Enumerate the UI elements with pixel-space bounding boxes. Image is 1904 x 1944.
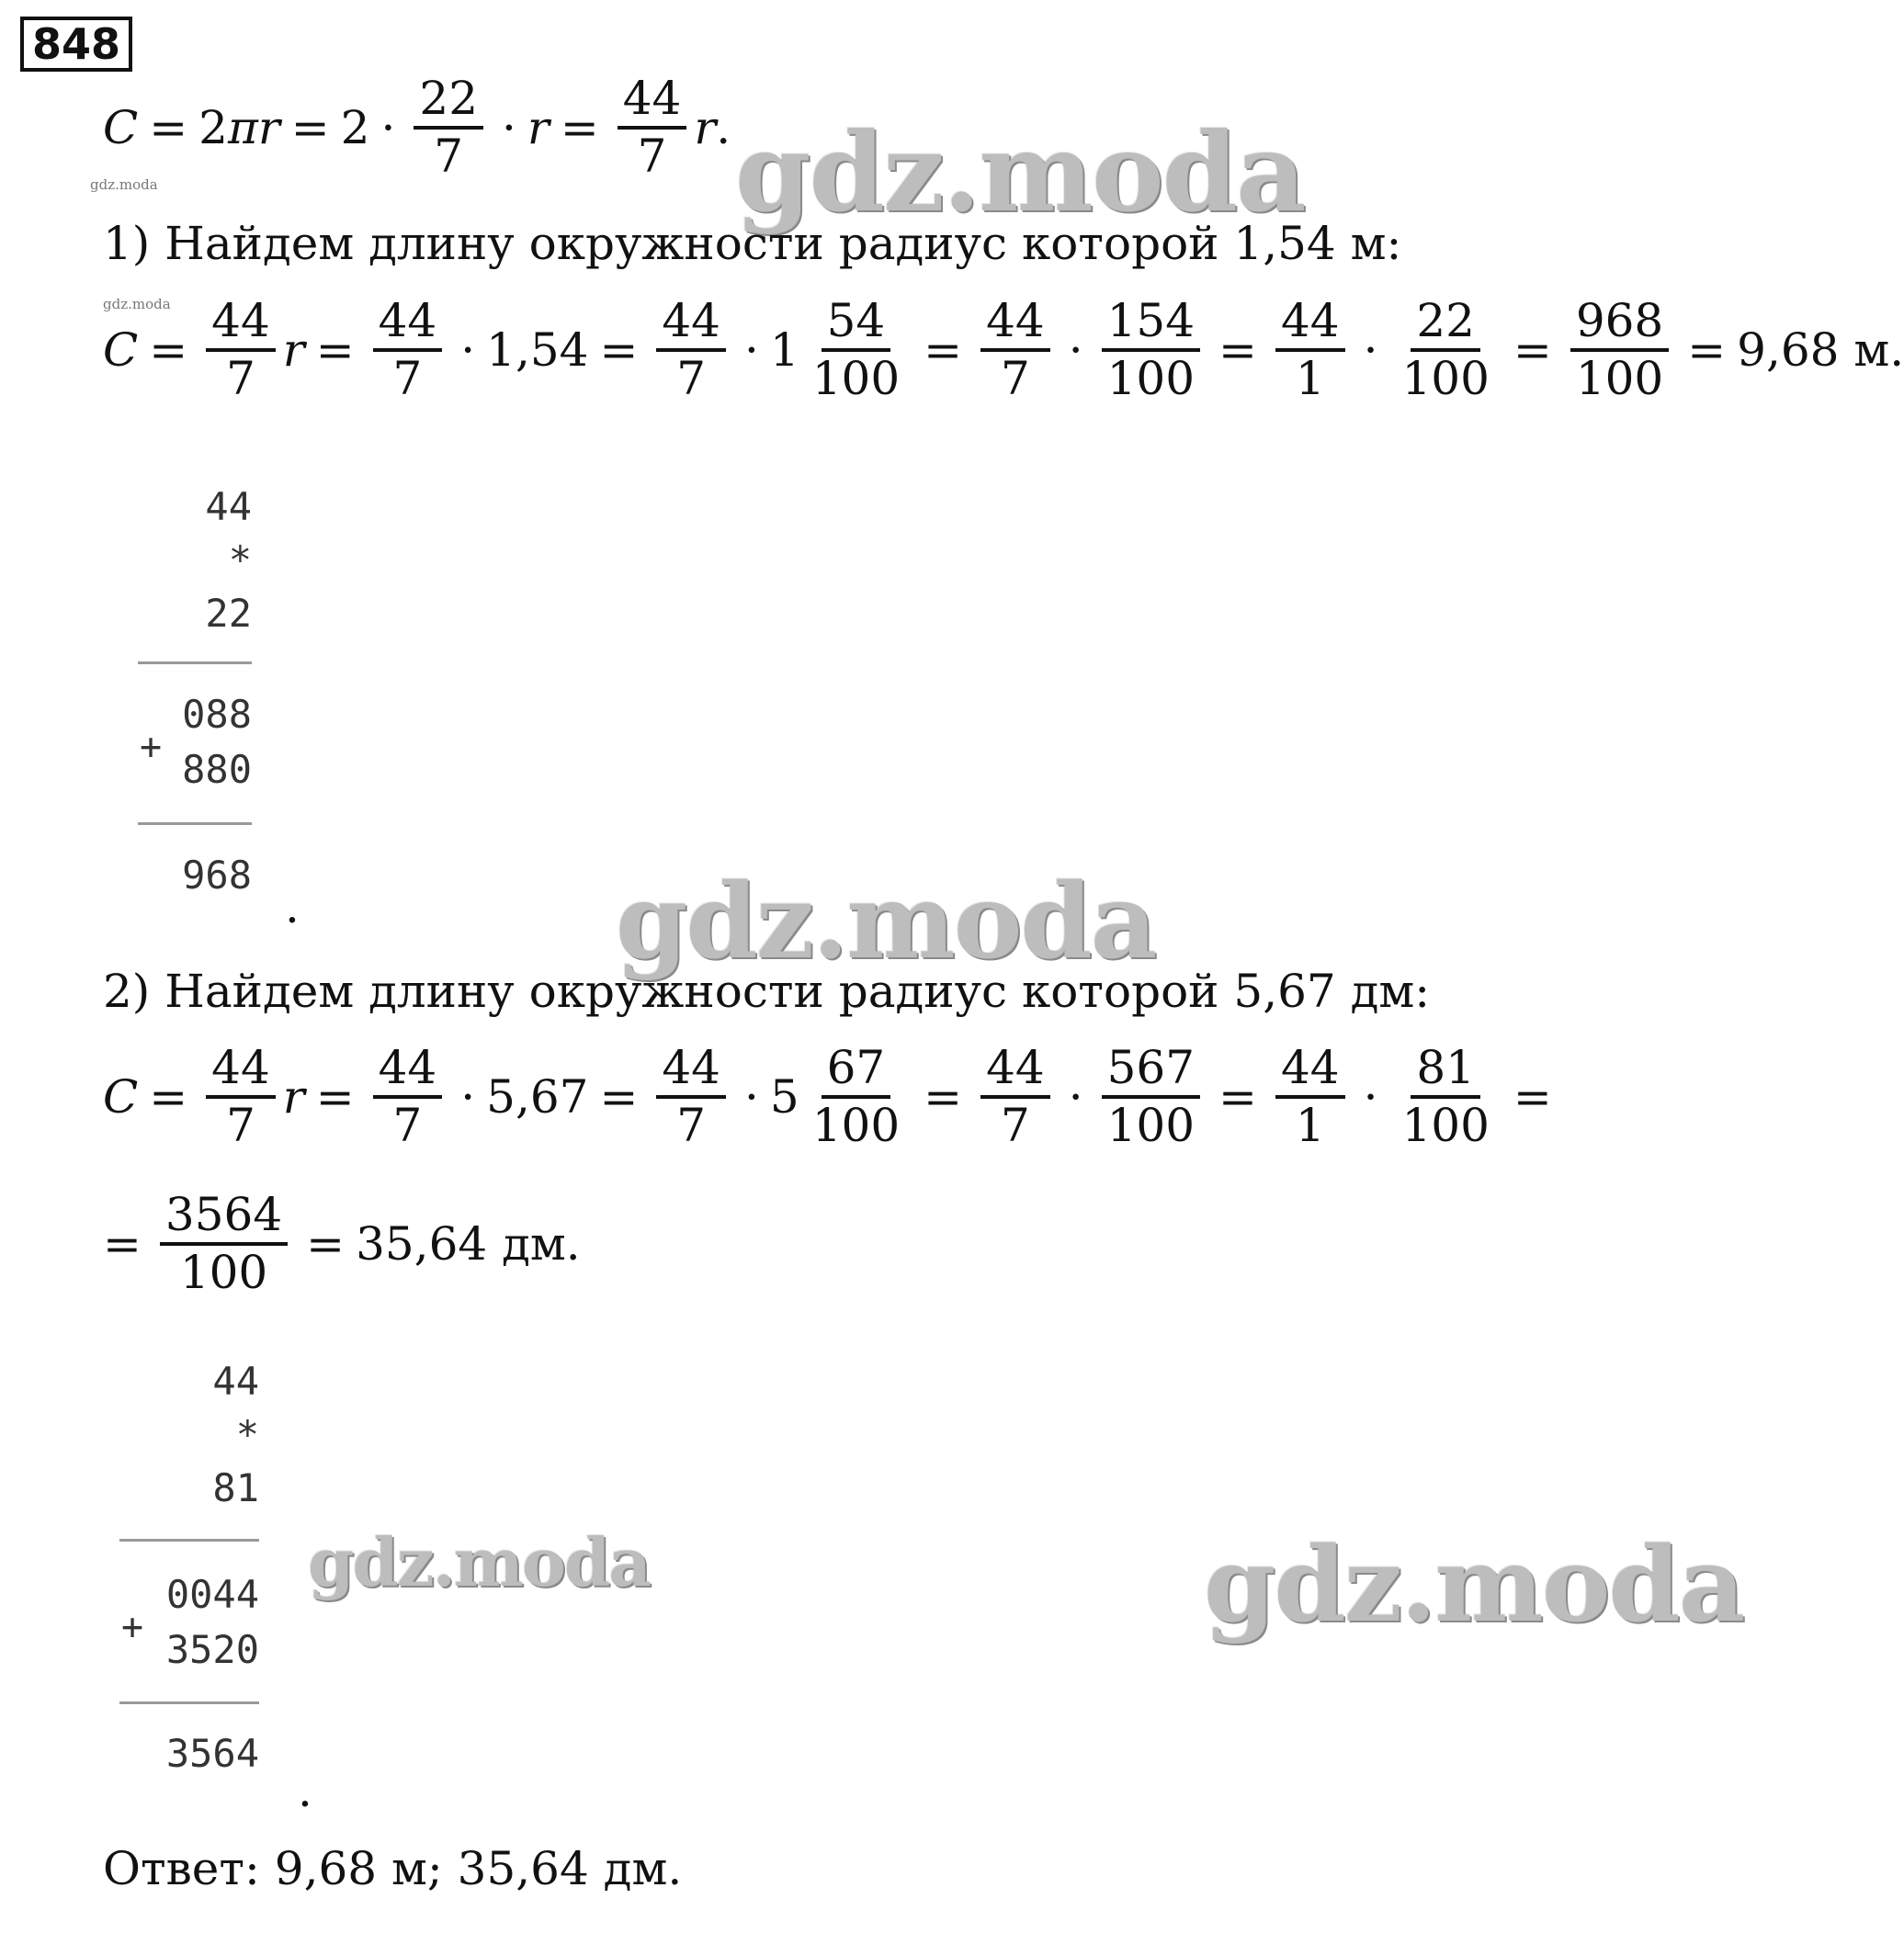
denominator: 100: [1401, 1099, 1490, 1152]
divider: [119, 1701, 259, 1704]
denominator: 100: [1401, 352, 1490, 405]
fraction: [1570, 296, 1669, 404]
fraction: [1102, 296, 1200, 404]
dot: ·: [744, 1070, 759, 1124]
formula-r: r: [694, 101, 717, 154]
partial-product: 880: [182, 747, 252, 792]
numerator: 44: [206, 1043, 276, 1099]
denominator: 7: [392, 1099, 423, 1152]
column-multiplication-1: [138, 478, 252, 643]
denominator: 7: [637, 130, 667, 183]
dot: ·: [1068, 1070, 1083, 1124]
mixed-number: [770, 296, 912, 404]
radius-value: 5,67: [486, 1070, 589, 1124]
fraction: [1275, 1043, 1345, 1151]
eq: =: [560, 101, 599, 154]
fraction: [656, 296, 726, 404]
dot: ·: [460, 1070, 476, 1124]
end-dot: .: [298, 1764, 312, 1817]
fraction: [980, 1043, 1050, 1151]
numerator: 44: [1275, 296, 1345, 352]
fraction: [1275, 296, 1345, 404]
eq: =: [1513, 323, 1552, 377]
numerator: 44: [980, 1043, 1050, 1099]
dot: ·: [1363, 323, 1378, 377]
numerator: 44: [980, 296, 1050, 352]
watermark-small: gdz.moda: [103, 296, 171, 312]
c-symbol: C: [103, 1070, 139, 1124]
numerator: 22: [414, 73, 483, 130]
answer: Ответ: 9,68 м; 35,64 дм.: [103, 1842, 683, 1895]
part1-equation: [103, 296, 1904, 404]
denominator: 7: [226, 1099, 255, 1152]
radius-value: 1,54: [486, 323, 589, 377]
formula-two: 2: [198, 101, 228, 154]
whole-part: 5: [769, 1070, 799, 1124]
eq: =: [103, 1217, 142, 1271]
r-symbol: r: [282, 323, 305, 377]
formula-c: C: [103, 101, 139, 154]
denominator: 7: [434, 130, 464, 183]
partial-product: 3520: [165, 1627, 259, 1672]
denominator: 1: [1295, 1099, 1325, 1152]
numerator: 81: [1411, 1043, 1480, 1099]
formula-r: r: [257, 101, 280, 154]
plus-sign: +: [140, 726, 163, 768]
fraction: [373, 296, 443, 404]
denominator: 7: [392, 352, 423, 405]
numerator: 54: [822, 296, 891, 352]
dot: ·: [1068, 323, 1083, 377]
times-sign: *: [235, 1412, 259, 1457]
formula-end: .: [716, 101, 731, 154]
formula-two: 2: [340, 101, 370, 154]
numerator: 44: [618, 73, 687, 130]
watermark: gdz.moda: [1204, 1525, 1744, 1645]
part2-equation-continued: [103, 1190, 581, 1298]
denominator: 7: [226, 352, 255, 405]
divider: [138, 661, 252, 664]
eq: =: [149, 1070, 188, 1124]
part1-heading: 1) Найдем длину окружности радиус которой 1,54 м:: [103, 217, 1402, 270]
eq: =: [924, 1070, 963, 1124]
column-multiplication-2: [119, 1352, 259, 1518]
denominator: 100: [811, 1099, 901, 1152]
partial-product: 0044: [165, 1572, 259, 1617]
eq: =: [1513, 1070, 1552, 1124]
denominator: 7: [1000, 352, 1030, 405]
dot: ·: [744, 323, 759, 377]
part2-equation: [103, 1043, 1563, 1151]
eq: =: [290, 101, 330, 154]
divider: [138, 822, 252, 825]
fraction: [373, 1043, 443, 1151]
fraction-22-7: [414, 73, 483, 182]
dot: ·: [502, 101, 516, 154]
r-symbol: r: [282, 1070, 305, 1124]
numerator: 44: [206, 296, 276, 352]
part2-heading: 2) Найдем длину окружности радиус которой 5,67 дм:: [103, 965, 1431, 1018]
formula-pi: π: [227, 101, 258, 154]
eq: =: [1687, 323, 1727, 377]
formula-line: [103, 73, 731, 182]
numerator: 44: [1275, 1043, 1345, 1099]
plus-sign: +: [121, 1606, 144, 1648]
denominator: 1: [1295, 352, 1325, 405]
denominator: 100: [1106, 352, 1196, 405]
denominator: 7: [676, 1099, 707, 1152]
denominator: 100: [1575, 352, 1664, 405]
multiplicand: 44: [212, 1359, 259, 1404]
result: 9,68 м.: [1737, 323, 1904, 377]
partial-product: 088: [182, 692, 252, 737]
sum-2: 3564: [165, 1731, 259, 1776]
denominator: 7: [1000, 1099, 1030, 1152]
eq: =: [149, 323, 188, 377]
denominator: 7: [676, 352, 707, 405]
eq: =: [306, 1217, 346, 1271]
multiplicand: 44: [205, 484, 252, 529]
eq: =: [1218, 1070, 1257, 1124]
fraction: [807, 296, 905, 404]
fraction: [1396, 1043, 1494, 1151]
eq: =: [315, 1070, 355, 1124]
watermark: gdz.moda: [616, 862, 1156, 982]
times-sign: *: [228, 537, 252, 582]
fraction: [807, 1043, 905, 1151]
fraction: [980, 296, 1050, 404]
fraction: [1396, 296, 1494, 404]
eq: =: [924, 323, 963, 377]
numerator: 3564: [160, 1190, 288, 1246]
numerator: 44: [656, 296, 726, 352]
denominator: 100: [1106, 1099, 1196, 1152]
sum-1: 968: [182, 853, 252, 898]
watermark: gdz.moda: [308, 1523, 650, 1601]
dot: ·: [460, 323, 476, 377]
eq: =: [149, 101, 188, 154]
fraction-44-7: [618, 73, 687, 182]
multiplier: 81: [212, 1465, 259, 1510]
fraction: [160, 1190, 288, 1298]
task-number: 848: [20, 17, 132, 72]
watermark-small: gdz.moda: [90, 176, 158, 193]
eq: =: [1218, 323, 1257, 377]
eq: =: [599, 1070, 639, 1124]
formula-r: r: [527, 101, 550, 154]
multiplier: 22: [205, 591, 252, 636]
fraction: [656, 1043, 726, 1151]
numerator: 44: [373, 1043, 443, 1099]
watermark: gdz.moda: [735, 108, 1305, 236]
fraction: [206, 1043, 276, 1151]
numerator: 154: [1102, 296, 1200, 352]
whole-part: 1: [769, 323, 799, 377]
result: 35,64 дм.: [356, 1217, 581, 1271]
numerator: 968: [1570, 296, 1669, 352]
numerator: 567: [1102, 1043, 1200, 1099]
fraction: [206, 296, 276, 404]
end-dot: .: [285, 880, 300, 933]
c-symbol: C: [103, 323, 139, 377]
eq: =: [315, 323, 355, 377]
denominator: 100: [811, 352, 901, 405]
denominator: 100: [179, 1246, 268, 1299]
mixed-number: [770, 1043, 912, 1151]
dot: ·: [1363, 1070, 1378, 1124]
numerator: 67: [822, 1043, 891, 1099]
fraction: [1102, 1043, 1200, 1151]
dot: ·: [380, 101, 396, 154]
divider: [119, 1539, 259, 1542]
eq: =: [599, 323, 639, 377]
numerator: 44: [373, 296, 443, 352]
numerator: 22: [1411, 296, 1480, 352]
numerator: 44: [656, 1043, 726, 1099]
